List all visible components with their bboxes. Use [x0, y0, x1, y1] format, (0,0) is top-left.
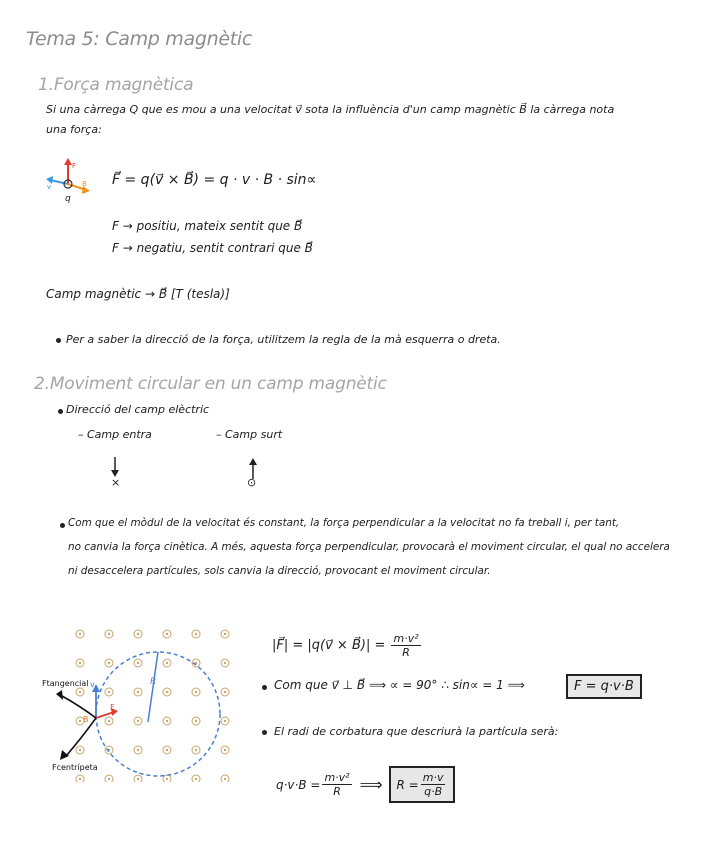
field-dot-center	[108, 633, 110, 635]
field-dot-center	[224, 778, 226, 780]
radius-result-box	[389, 766, 456, 803]
eq1-numerator: m·v²	[393, 632, 419, 645]
field-dot-center	[195, 633, 197, 635]
field-dot-center	[195, 720, 197, 722]
field-dot-center	[166, 633, 168, 635]
field-dot-center	[108, 662, 110, 664]
circular-motion-diagram	[40, 622, 250, 782]
field-dot-center	[79, 778, 81, 780]
section-2-heading: 2.Moviment circular en un camp magnètic	[34, 374, 387, 394]
field-dot-grid	[76, 630, 229, 782]
force-vector-diagram	[44, 156, 94, 208]
field-dot-center	[166, 749, 168, 751]
field-dot-center	[195, 778, 197, 780]
bullet-dot	[56, 338, 61, 343]
field-dot-center	[79, 720, 81, 722]
field-direction-bullet: Direcció del camp elèctric	[66, 403, 210, 416]
tangential-arrowhead	[56, 690, 63, 700]
field-dot-center	[108, 720, 110, 722]
bullet-dot	[60, 523, 65, 528]
field-units-line: Camp magnètic → B⃗ [T (tesla)]	[46, 287, 230, 301]
field-enters-label: – Camp entra	[78, 428, 152, 441]
field-dot-center	[224, 691, 226, 693]
field-dot-center	[166, 778, 168, 780]
field-label: B	[82, 180, 87, 188]
enters-symbol: ×	[111, 476, 121, 489]
lorentz-formula: F⃗ = q(v⃗ × B⃗) = q · v · B · sin∝	[112, 172, 317, 188]
field-dot-center	[166, 662, 168, 664]
trajectory-circle	[96, 652, 220, 776]
centripetal-force-label: Fcentrípeta	[52, 763, 98, 772]
eq3-fraction	[322, 771, 351, 798]
force-label: F	[110, 703, 115, 712]
force-magnitude-equation	[272, 632, 423, 659]
perpendicular-equation: Com que v⃗ ⊥ B⃗ ⟹ ∝ = 90° ∴ sin∝ = 1 ⟹	[274, 678, 525, 692]
intro-line-1: Si una càrrega Q que es mou a una velocitat v⃗ sota la influència d'un camp magnètic B⃗ la càrrega nota	[46, 103, 615, 116]
page-title: Tema 5: Camp magnètic	[26, 28, 253, 50]
field-dot-center	[195, 749, 197, 751]
eq1-fraction	[391, 632, 420, 659]
field-dot-center	[166, 691, 168, 693]
field-dot-center	[79, 662, 81, 664]
force-result-box: F = q·v·B	[566, 674, 642, 699]
field-dot-center	[166, 720, 168, 722]
charge-label: q	[65, 194, 71, 204]
field-dot-center	[195, 691, 197, 693]
field-dot-center	[224, 633, 226, 635]
eq3-left: q·v·B =	[276, 777, 321, 792]
velocity-label: v	[90, 680, 95, 689]
field-dot-center	[108, 778, 110, 780]
bullet-dot	[58, 409, 63, 414]
implies-arrow: ⟹	[359, 775, 383, 794]
force-arrow	[96, 712, 114, 718]
eq3-box-fraction	[421, 771, 446, 798]
field-dot-center	[224, 749, 226, 751]
tangential-force-arrow	[62, 696, 96, 718]
centripetal-arrowhead	[60, 750, 69, 760]
eq1-denominator: R	[402, 646, 410, 659]
eq1-left: |F⃗| = |q(v⃗ × B⃗)| =	[272, 638, 386, 653]
field-exits-label: – Camp surt	[216, 428, 283, 441]
section-1-heading: 1.Força magnètica	[38, 75, 194, 95]
field-dot-center	[108, 691, 110, 693]
field-dot-center	[79, 749, 81, 751]
bullet-dot	[262, 685, 267, 690]
paragraph-line-1: Com que el mòdul de la velocitat és constant, la força perpendicular a la velocitat no fa treball i, per tant,	[68, 517, 620, 529]
eq3-numerator: m·v²	[324, 771, 350, 784]
exits-symbol: ⊙	[247, 476, 257, 489]
negative-charge-line: F → negatiu, sentit contrari que B⃗	[112, 241, 313, 255]
radius-line	[148, 652, 158, 722]
hand-rule-bullet: Per a saber la direcció de la força, utilitzem la regla de la mà esquerra o dreta.	[66, 333, 501, 346]
field-dot-center	[79, 691, 81, 693]
intro-line-2: una força:	[46, 123, 102, 136]
paragraph-line-3: ni desaccelera partícules, sols canvia la direcció, provocant el moviment circular.	[68, 565, 491, 577]
field-dot-center	[137, 720, 139, 722]
field-dot-center	[224, 662, 226, 664]
field-label: B	[83, 715, 89, 724]
paragraph-line-2: no canvia la força cinètica. A més, aquesta força perpendicular, provocarà el moviment circular, el qual no accelera	[68, 541, 670, 553]
radius-equation	[276, 766, 455, 803]
eq3-box-left: R =	[396, 777, 419, 792]
field-dot-center	[137, 691, 139, 693]
eq3-box-denominator: q·B	[424, 785, 443, 798]
radius-label: R	[150, 677, 157, 687]
field-dot-center	[79, 633, 81, 635]
field-dot-center	[137, 778, 139, 780]
force-arrowhead	[64, 158, 72, 165]
force-label: F	[72, 162, 77, 170]
positive-charge-line: F → positiu, mateix sentit que B⃗	[112, 219, 303, 233]
field-dot-center	[137, 662, 139, 664]
bullet-dot	[262, 730, 267, 735]
eq3-denominator: R	[333, 785, 341, 798]
field-dot-center	[137, 749, 139, 751]
field-dot-center	[137, 633, 139, 635]
radius-bullet: El radi de corbatura que descriurà la partícula serà:	[274, 725, 559, 738]
eq3-box-numerator: m·v	[422, 771, 444, 784]
velocity-label: v	[47, 183, 52, 191]
field-dot-center	[224, 720, 226, 722]
tangential-force-label: Ftangencial	[42, 679, 89, 688]
